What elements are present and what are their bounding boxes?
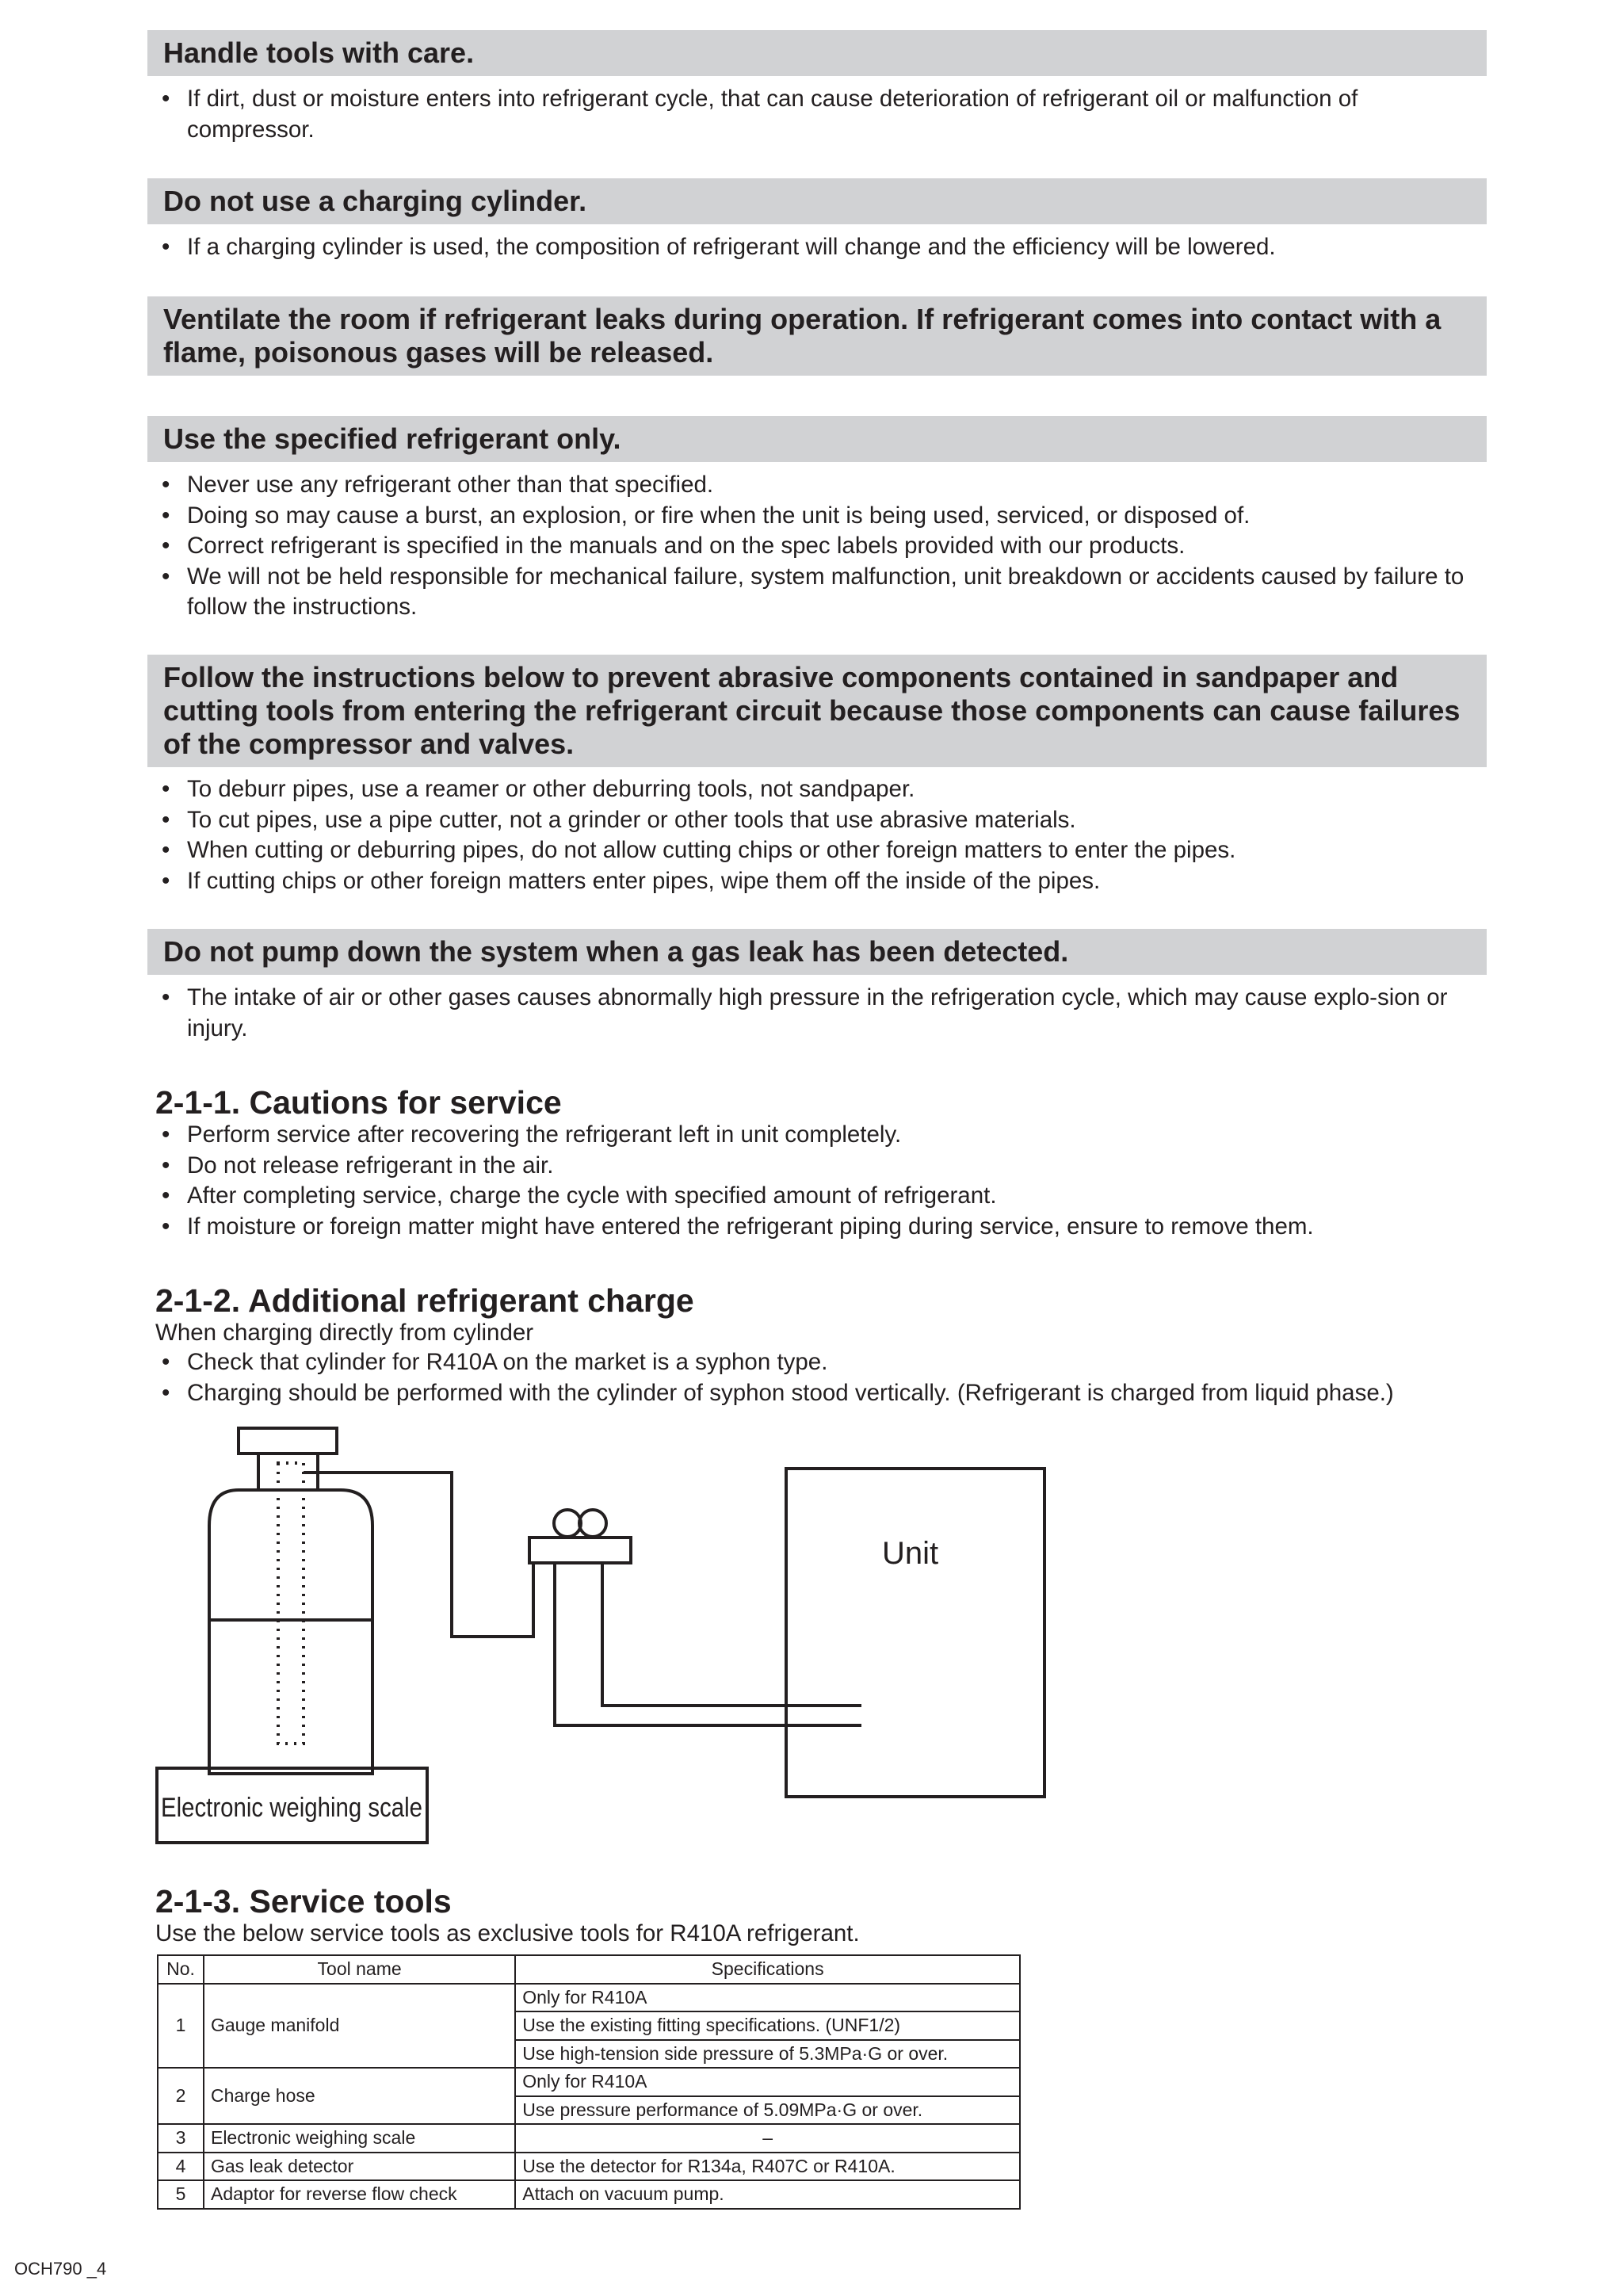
row-tool-name: Gas leak detector <box>204 2153 515 2181</box>
list-item: • Never use any refrigerant other than that specified. <box>158 470 1474 501</box>
row-no: 3 <box>158 2124 204 2153</box>
list-item: • If moisture or foreign matter might have entered the refrigerant piping during service, ensure to remove them. <box>158 1212 1474 1243</box>
list-item: • We will not be held responsible for mechanical failure, system malfunction, unit breakdown or accidents caused by failure to follow the instructions. <box>158 562 1474 623</box>
list-item: • To cut pipes, use a pipe cutter, not a grinder or other tools that use abrasive materials. <box>158 805 1474 836</box>
heading-specified-refrigerant: Use the specified refrigerant only. <box>147 416 1487 462</box>
gauge-right <box>579 1510 606 1537</box>
list-item: • Charging should be performed with the cylinder of syphon stood vertically. (Refrigerant is charged from liquid phase.) <box>158 1378 1474 1409</box>
tools-intro: Use the below service tools as exclusive tools for R410A refrigerant. <box>155 1920 860 1946</box>
list-item: • If dirt, dust or moisture enters into refrigerant cycle, that can cause deterioration of refrigerant oil or malfunction of compressor. <box>158 84 1474 145</box>
header-tool-name: Tool name <box>204 1955 515 1984</box>
gauge-left <box>554 1510 581 1537</box>
charge-hose-left <box>304 1473 533 1637</box>
heading-abrasive-components: Follow the instructions below to prevent abrasive components contained in sandpaper and cutting tools from entering the refrigerant circuit because those components can cause failures of the compressor and valves. <box>147 655 1487 767</box>
list-item: • Perform service after recovering the refrigerant left in unit completely. <box>158 1120 1474 1151</box>
row-spec: Use the existing fitting specifications. (UNF1/2) <box>515 2011 1020 2040</box>
cylinder-body <box>209 1490 372 1774</box>
row-no: 2 <box>158 2068 204 2124</box>
row-spec: – <box>515 2124 1020 2153</box>
row-tool-name: Electronic weighing scale <box>204 2124 515 2153</box>
row-tool-name: Charge hose <box>204 2068 515 2124</box>
header-specifications: Specifications <box>515 1955 1020 1984</box>
list-item: • To deburr pipes, use a reamer or other deburring tools, not sandpaper. <box>158 774 1474 805</box>
unit-label: Unit <box>882 1536 939 1571</box>
heading-ventilate-room: Ventilate the room if refrigerant leaks during operation. If refrigerant comes into contact with a flame, poisonous gases will be released. <box>147 296 1487 376</box>
row-tool-name: Gauge manifold <box>204 1984 515 2069</box>
unit-box <box>786 1469 1044 1797</box>
header-no: No. <box>158 1955 204 1984</box>
row-spec: Only for R410A <box>515 2068 1020 2096</box>
scale-label: Electronic weighing scale <box>161 1793 422 1823</box>
manifold-stem-right <box>602 1563 861 1706</box>
table-row <box>158 2068 1020 2096</box>
list-item: • When cutting or deburring pipes, do not allow cutting chips or other foreign matters to enter the pipes. <box>158 835 1474 866</box>
section-title-service-tools: 2-1-3. Service tools <box>155 1883 452 1920</box>
table-row <box>158 2153 1020 2181</box>
table-header-row <box>158 1955 1020 1984</box>
charge-intro: When charging directly from cylinder <box>155 1320 534 1346</box>
section-title-cautions: 2-1-1. Cautions for service <box>155 1084 562 1121</box>
list-item: • If a charging cylinder is used, the composition of refrigerant will change and the efficiency will be lowered. <box>158 232 1474 263</box>
heading-charging-cylinder: Do not use a charging cylinder. <box>147 178 1487 224</box>
row-spec: Use pressure performance of 5.09MPa·G or over. <box>515 2096 1020 2125</box>
section-title-additional-charge: 2-1-2. Additional refrigerant charge <box>155 1282 694 1319</box>
list-item: • After completing service, charge the cycle with specified amount of refrigerant. <box>158 1181 1474 1212</box>
row-no: 4 <box>158 2153 204 2181</box>
row-tool-name: Adaptor for reverse flow check <box>204 2180 515 2209</box>
list-item: • Doing so may cause a burst, an explosion, or fire when the unit is being used, serviced, or disposed of. <box>158 501 1474 532</box>
syphon-tube <box>278 1463 304 1744</box>
page-footer: OCH790 _4 <box>14 2259 107 2279</box>
row-spec: Use high-tension side pressure of 5.3MPa·G or over. <box>515 2040 1020 2069</box>
cylinder-cap <box>239 1428 337 1454</box>
heading-pump-down: Do not pump down the system when a gas leak has been detected. <box>147 929 1487 975</box>
table-row <box>158 2124 1020 2153</box>
list-item: • Do not release refrigerant in the air. <box>158 1151 1474 1182</box>
row-no: 1 <box>158 1984 204 2069</box>
row-spec: Attach on vacuum pump. <box>515 2180 1020 2209</box>
service-tools-table <box>157 1954 1021 2210</box>
row-spec: Use the detector for R134a, R407C or R410A. <box>515 2153 1020 2181</box>
heading-handle-tools: Handle tools with care. <box>147 30 1487 76</box>
table-row <box>158 2180 1020 2209</box>
list-item: • Correct refrigerant is specified in the manuals and on the spec labels provided with our products. <box>158 531 1474 562</box>
table-row <box>158 1984 1020 2012</box>
list-item: • The intake of air or other gases causes abnormally high pressure in the refrigeration cycle, which may cause explo-sion or injury. <box>158 983 1474 1044</box>
list-item: • Check that cylinder for R410A on the market is a syphon type. <box>158 1347 1474 1378</box>
list-item: • If cutting chips or other foreign matters enter pipes, wipe them off the inside of the pipes. <box>158 866 1474 897</box>
manifold-body <box>529 1538 631 1563</box>
row-spec: Only for R410A <box>515 1984 1020 2012</box>
row-no: 5 <box>158 2180 204 2209</box>
